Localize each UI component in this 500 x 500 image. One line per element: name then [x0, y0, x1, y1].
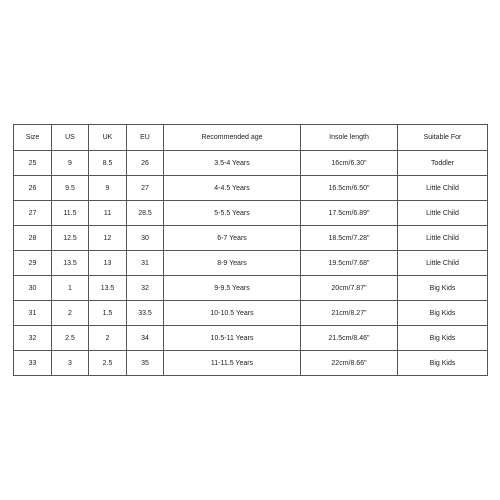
table-row [14, 251, 488, 276]
cell-uk: 12 [89, 226, 127, 251]
cell-size: 28 [14, 226, 52, 251]
table-row [14, 351, 488, 376]
cell-recommended-age: 4-4.5 Years [164, 176, 301, 201]
cell-size: 29 [14, 251, 52, 276]
cell-uk: 11 [89, 201, 127, 226]
cell-eu: 28.5 [127, 201, 164, 226]
column-header-size: Size [14, 125, 52, 151]
cell-recommended-age: 10.5-11 Years [164, 326, 301, 351]
cell-size: 27 [14, 201, 52, 226]
cell-recommended-age: 10-10.5 Years [164, 301, 301, 326]
cell-recommended-age: 6-7 Years [164, 226, 301, 251]
column-header-recommended-age: Recommended age [164, 125, 301, 151]
header-row [14, 125, 488, 151]
table-row [14, 201, 488, 226]
cell-size: 30 [14, 276, 52, 301]
cell-insole-length: 20cm/7.87" [301, 276, 398, 301]
cell-suitable-for: Big Kids [398, 351, 488, 376]
table-row [14, 301, 488, 326]
cell-recommended-age: 11-11.5 Years [164, 351, 301, 376]
cell-eu: 31 [127, 251, 164, 276]
column-header-uk: UK [89, 125, 127, 151]
table-row [14, 151, 488, 176]
cell-suitable-for: Little Child [398, 176, 488, 201]
cell-size: 33 [14, 351, 52, 376]
cell-recommended-age: 8-9 Years [164, 251, 301, 276]
cell-size: 31 [14, 301, 52, 326]
cell-insole-length: 19.5cm/7.68" [301, 251, 398, 276]
cell-eu: 27 [127, 176, 164, 201]
cell-uk: 13.5 [89, 276, 127, 301]
cell-insole-length: 16.5cm/6.50" [301, 176, 398, 201]
cell-eu: 30 [127, 226, 164, 251]
column-header-suitable-for: Suitable For [398, 125, 488, 151]
cell-us: 11.5 [52, 201, 89, 226]
cell-us: 12.5 [52, 226, 89, 251]
cell-size: 32 [14, 326, 52, 351]
cell-eu: 35 [127, 351, 164, 376]
column-header-us: US [52, 125, 89, 151]
cell-size: 26 [14, 176, 52, 201]
cell-insole-length: 21cm/8.27" [301, 301, 398, 326]
cell-uk: 2 [89, 326, 127, 351]
cell-suitable-for: Little Child [398, 226, 488, 251]
column-header-eu: EU [127, 125, 164, 151]
cell-recommended-age: 3.5-4 Years [164, 151, 301, 176]
cell-insole-length: 18.5cm/7.28" [301, 226, 398, 251]
cell-uk: 8.5 [89, 151, 127, 176]
size-chart-table [13, 124, 488, 376]
cell-insole-length: 21.5cm/8.46" [301, 326, 398, 351]
cell-suitable-for: Toddler [398, 151, 488, 176]
cell-us: 9.5 [52, 176, 89, 201]
table-body [14, 151, 488, 376]
cell-eu: 34 [127, 326, 164, 351]
cell-suitable-for: Big Kids [398, 326, 488, 351]
cell-us: 3 [52, 351, 89, 376]
table-row [14, 326, 488, 351]
cell-suitable-for: Big Kids [398, 276, 488, 301]
cell-uk: 2.5 [89, 351, 127, 376]
table-row [14, 176, 488, 201]
column-header-insole-length: Insole length [301, 125, 398, 151]
cell-recommended-age: 9-9.5 Years [164, 276, 301, 301]
cell-us: 2 [52, 301, 89, 326]
cell-suitable-for: Big Kids [398, 301, 488, 326]
cell-uk: 9 [89, 176, 127, 201]
cell-eu: 26 [127, 151, 164, 176]
cell-insole-length: 16cm/6.30" [301, 151, 398, 176]
cell-recommended-age: 5-5.5 Years [164, 201, 301, 226]
cell-us: 1 [52, 276, 89, 301]
table-row [14, 276, 488, 301]
cell-eu: 33.5 [127, 301, 164, 326]
cell-suitable-for: Little Child [398, 251, 488, 276]
cell-suitable-for: Little Child [398, 201, 488, 226]
cell-us: 13.5 [52, 251, 89, 276]
cell-insole-length: 17.5cm/6.89" [301, 201, 398, 226]
cell-insole-length: 22cm/8.66" [301, 351, 398, 376]
cell-eu: 32 [127, 276, 164, 301]
table-row [14, 226, 488, 251]
cell-us: 9 [52, 151, 89, 176]
cell-uk: 13 [89, 251, 127, 276]
cell-uk: 1.5 [89, 301, 127, 326]
cell-us: 2.5 [52, 326, 89, 351]
cell-size: 25 [14, 151, 52, 176]
